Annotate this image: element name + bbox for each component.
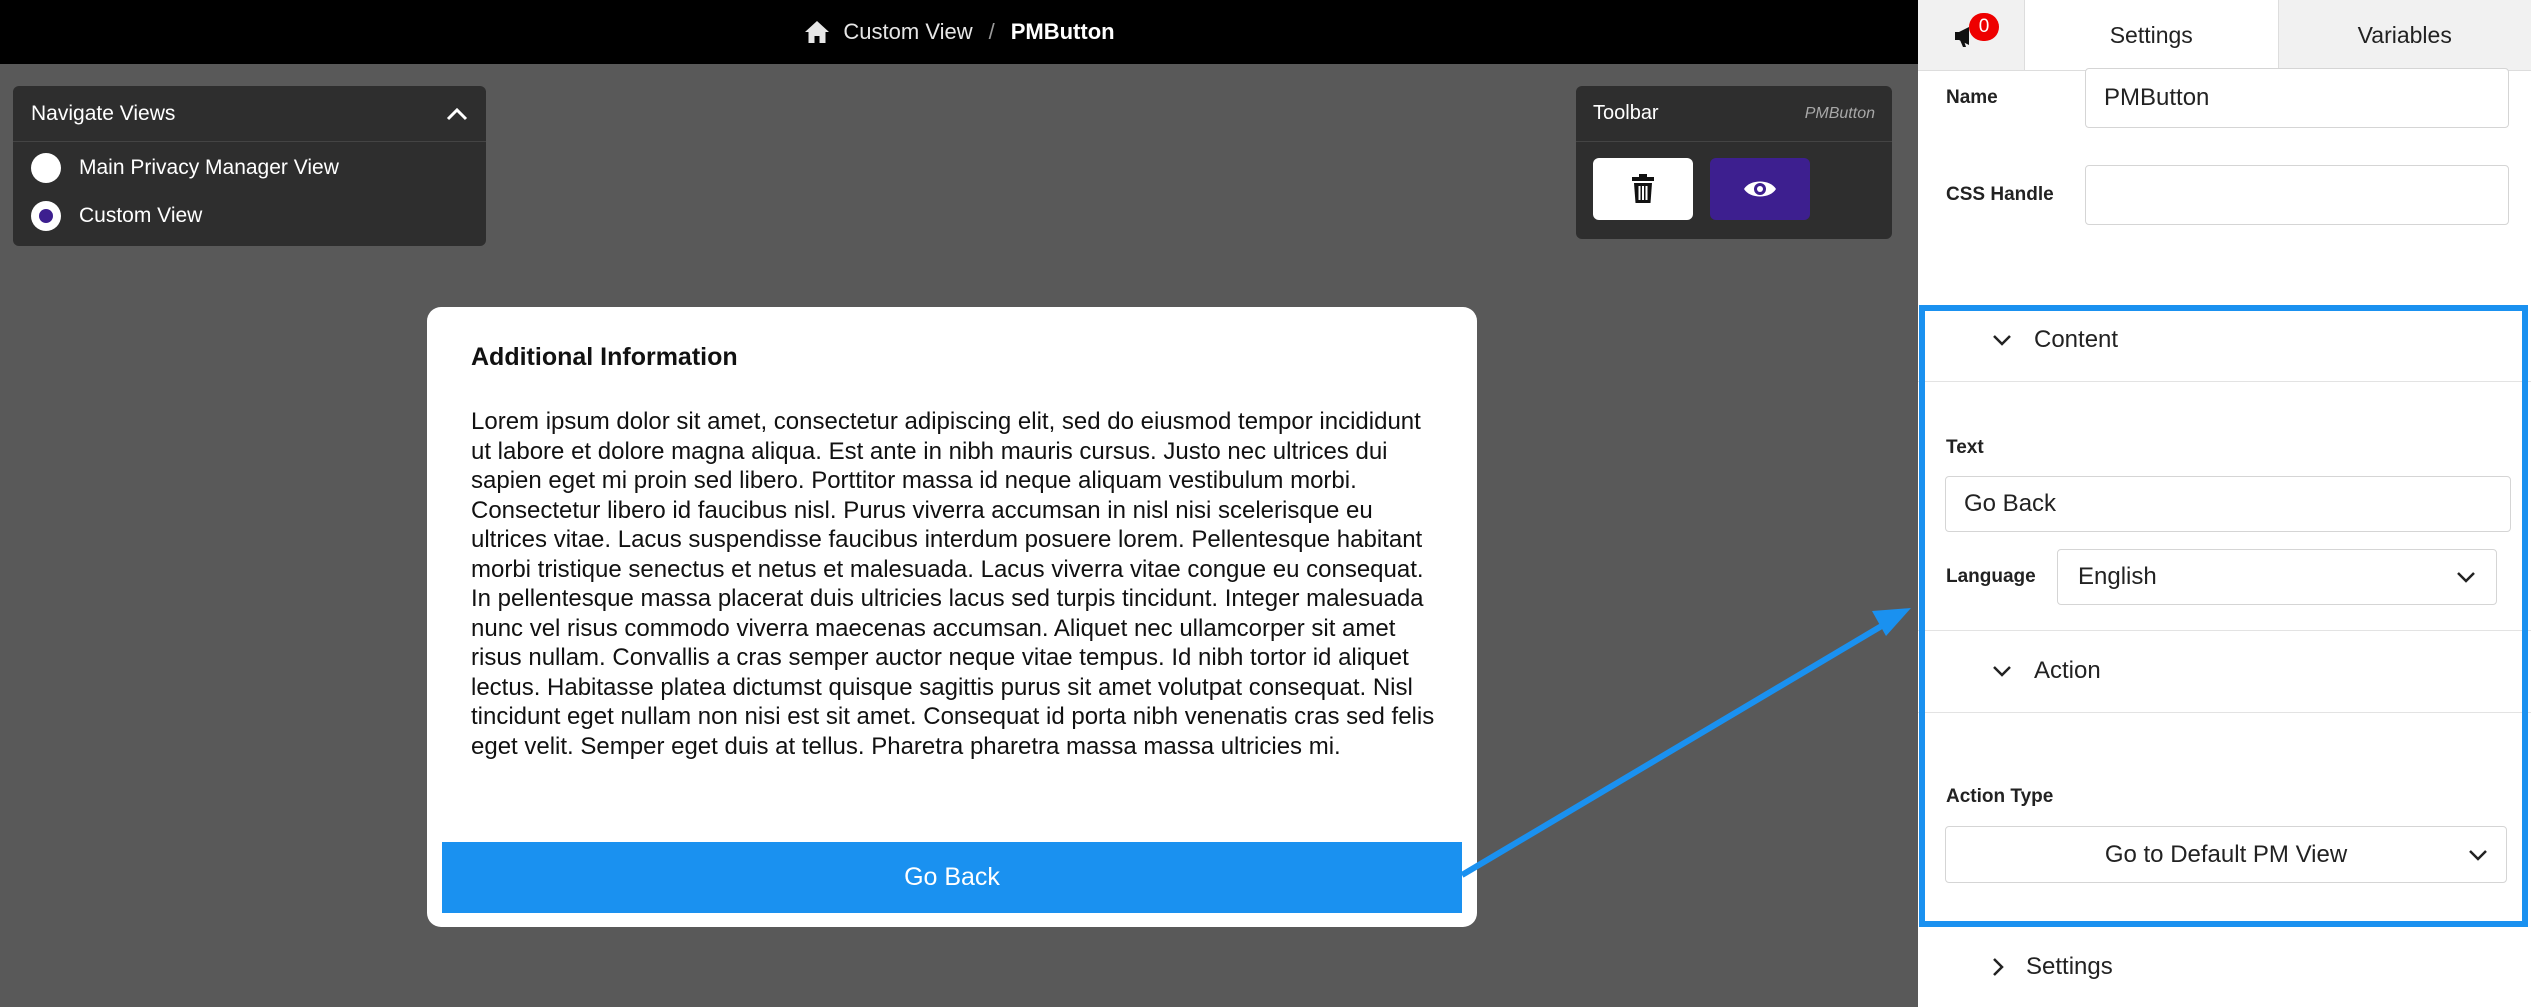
- css-handle-input[interactable]: [2085, 165, 2509, 225]
- view-option-main-pm[interactable]: [13, 142, 486, 194]
- trash-icon: [1630, 174, 1656, 204]
- settings-section-header[interactable]: [1918, 927, 2531, 1007]
- sidebar-tabs: [1918, 0, 2531, 71]
- toolbar-title: Toolbar: [1593, 102, 1659, 124]
- text-label: Text: [1946, 437, 1984, 458]
- delete-button[interactable]: [1593, 158, 1693, 220]
- card-body-text: Lorem ipsum dolor sit amet, consectetur adipiscing elit, sed do eiusmod tempor incididunt ut labore et dolore magna aliqua. Est ante in nibh mauris cursus. Justo nec ultrices dui sapien eget mi proin sed libero. Porttitor massa id neque aliquam vestibulum morbi. Consectetur libero id faucibus nisl. Purus viverra accumsan in nisl nisi scelerisque eu ultrices vitae. Lacus suspendisse faucibus interdum posuere lorem. Pellentesque habitant morbi tristique senectus et netus et malesuada. Lacus viverra vitae congue eu consequat. In pellentesque massa placerat duis ultricies lacus sed turpis tincidunt. Integer malesuada nunc vel risus commodo viverra maecenas accumsan. Aliquet nec ullamcorper sit amet risus nullam. Convallis a cras semper auctor neque vitae tempus. Id nibh tortor id aliquet lectus. Habitasse platea dictumst quisque sagittis purus sit amet volutpat consequat. Nisl tincidunt eget nullam non nisi est sit amet. Consequat id porta nibh venenatis cras sed felis eget velit. Semper eget duis at tellus. Pharetra pharetra massa massa ultricies mi.: [471, 408, 1435, 760]
- additional-info-card: [427, 307, 1477, 927]
- highlight-box: [1919, 305, 2528, 927]
- name-input[interactable]: [2085, 68, 2509, 128]
- preview-button[interactable]: [1710, 158, 1810, 220]
- tab-variables[interactable]: Variables: [2357, 21, 2452, 48]
- view-option-custom[interactable]: [13, 194, 486, 238]
- settings-section-title: Settings: [2026, 953, 2113, 980]
- breadcrumb-home-label: Custom View: [843, 19, 973, 44]
- view-option-label: Custom View: [79, 204, 203, 227]
- navigate-views-panel: [13, 86, 486, 246]
- notification-badge: 0: [1969, 13, 1999, 41]
- home-icon: [803, 19, 831, 45]
- notifications-tab[interactable]: [1918, 0, 2024, 70]
- chevron-up-icon[interactable]: [446, 107, 468, 121]
- toolbar-panel: [1576, 86, 1892, 239]
- eye-icon: [1743, 178, 1777, 200]
- radio-button-checked[interactable]: [31, 201, 61, 231]
- action-type-selected-value: Go to Default PM View: [2104, 840, 2348, 868]
- chevron-right-icon: [1992, 957, 2004, 977]
- navigate-views-header[interactable]: [13, 86, 486, 142]
- toolbar-header: [1576, 86, 1892, 142]
- tab-settings[interactable]: Settings: [2024, 0, 2279, 70]
- language-label: Language: [1946, 566, 2036, 587]
- card-title: Additional Information: [471, 343, 738, 371]
- go-back-button[interactable]: Go Back: [442, 842, 1462, 913]
- radio-button[interactable]: [31, 153, 61, 183]
- view-option-label: Main Privacy Manager View: [79, 156, 339, 179]
- breadcrumb: [0, 0, 1918, 64]
- action-type-label: Action Type: [1946, 786, 2054, 807]
- content-section-title: Content: [2034, 326, 2119, 353]
- navigate-views-title: Navigate Views: [31, 101, 176, 125]
- name-label: Name: [1946, 87, 1998, 108]
- breadcrumb-current: PMButton: [1010, 19, 1115, 44]
- breadcrumb-separator: /: [988, 19, 995, 44]
- action-section-title: Action: [2034, 657, 2101, 684]
- breadcrumb-home[interactable]: [803, 19, 972, 45]
- language-selected-value: English: [2078, 563, 2157, 590]
- css-handle-label: CSS Handle: [1946, 184, 2054, 205]
- toolbar-element-name: PMButton: [1804, 104, 1875, 122]
